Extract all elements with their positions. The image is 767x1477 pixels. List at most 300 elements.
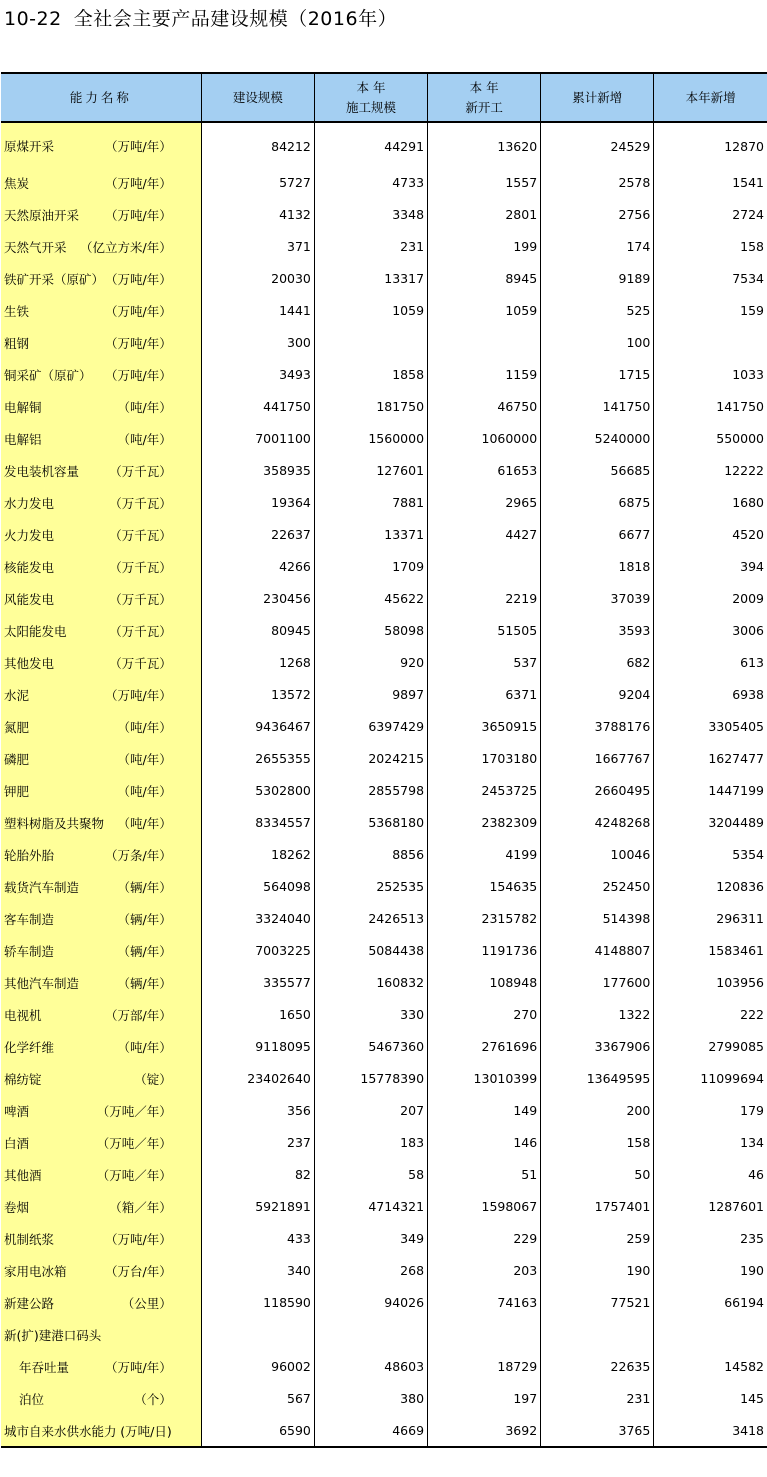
value-cell: 296311 [654, 902, 767, 934]
table-row [1, 198, 767, 230]
value-cell: 118590 [201, 1286, 314, 1318]
value-cell: 3305405 [654, 710, 767, 742]
value-cell: 1447199 [654, 774, 767, 806]
row-label [1, 1190, 201, 1222]
table-row [1, 358, 767, 390]
item-unit: （万吨/年） [105, 1360, 172, 1375]
value-cell: 181750 [314, 390, 427, 422]
value-cell: 6875 [541, 486, 654, 518]
row-label [1, 1126, 201, 1158]
item-unit: （吨/年） [117, 400, 172, 415]
value-cell: 1268 [201, 646, 314, 678]
table-row [1, 518, 767, 550]
table-row [1, 902, 767, 934]
item-name: 载货汽车制造 [4, 880, 80, 895]
value-cell: 441750 [201, 390, 314, 422]
header-construction-in-progress [314, 73, 427, 122]
value-cell: 270 [428, 998, 541, 1030]
value-cell: 207 [314, 1094, 427, 1126]
item-name: 铜采矿（原矿） [4, 368, 92, 383]
value-cell: 6938 [654, 678, 767, 710]
value-cell: 18729 [428, 1350, 541, 1382]
value-cell: 3348 [314, 198, 427, 230]
item-name: 泊位 [19, 1392, 45, 1407]
value-cell: 9118095 [201, 1030, 314, 1062]
row-label [1, 422, 201, 454]
table-title: 全社会主要产品建设规模（2016年） [73, 8, 398, 30]
item-name: 风能发电 [4, 592, 55, 607]
item-name: 发电装机容量 [4, 464, 80, 479]
header-construction-scale: 建设规模 [201, 73, 314, 122]
table-row [1, 1062, 767, 1094]
header-line: 新开工 [465, 99, 503, 115]
item-name: 新(扩)建港口码头 [4, 1328, 102, 1343]
value-cell: 231 [541, 1382, 654, 1414]
item-name: 原煤开采 [4, 139, 55, 154]
header-cumulative-increase: 累计新增 [541, 73, 654, 122]
value-cell [654, 326, 767, 358]
row-label [1, 326, 201, 358]
value-cell: 74163 [428, 1286, 541, 1318]
header-capacity-name: 能力名称 [1, 73, 201, 122]
value-cell: 23402640 [201, 1062, 314, 1094]
value-cell [428, 326, 541, 358]
value-cell: 1033 [654, 358, 767, 390]
value-cell: 8856 [314, 838, 427, 870]
value-cell: 1059 [428, 294, 541, 326]
item-name: 生铁 [4, 304, 30, 319]
table-row [1, 1126, 767, 1158]
row-label [1, 1254, 201, 1286]
value-cell: 237 [201, 1126, 314, 1158]
value-cell: 96002 [201, 1350, 314, 1382]
item-unit: （辆/年） [117, 944, 172, 959]
value-cell: 1709 [314, 550, 427, 582]
value-cell: 44291 [314, 122, 427, 166]
item-name: 钾肥 [4, 784, 30, 799]
value-cell: 1818 [541, 550, 654, 582]
value-cell: 2801 [428, 198, 541, 230]
item-name: 天然气开采 [4, 240, 67, 255]
item-unit: （万千瓦） [109, 592, 172, 607]
value-cell: 1060000 [428, 422, 541, 454]
row-label [1, 1318, 201, 1350]
item-name: 轮胎外胎 [4, 848, 55, 863]
value-cell: 190 [541, 1254, 654, 1286]
value-cell: 9897 [314, 678, 427, 710]
row-label [1, 518, 201, 550]
value-cell: 103956 [654, 966, 767, 998]
value-cell: 22635 [541, 1350, 654, 1382]
table-row [1, 326, 767, 358]
table-row [1, 614, 767, 646]
value-cell: 2009 [654, 582, 767, 614]
value-cell: 56685 [541, 454, 654, 486]
value-cell: 15778390 [314, 1062, 427, 1094]
item-name: 电解铜 [4, 400, 42, 415]
value-cell: 20030 [201, 262, 314, 294]
value-cell: 183 [314, 1126, 427, 1158]
value-cell: 1287601 [654, 1190, 767, 1222]
row-label [1, 1062, 201, 1094]
value-cell: 84212 [201, 122, 314, 166]
value-cell: 231 [314, 230, 427, 262]
value-cell: 197 [428, 1382, 541, 1414]
value-cell: 3324040 [201, 902, 314, 934]
row-label [1, 550, 201, 582]
value-cell: 1627477 [654, 742, 767, 774]
value-cell: 2855798 [314, 774, 427, 806]
table-row [1, 838, 767, 870]
row-label [1, 934, 201, 966]
value-cell: 230456 [201, 582, 314, 614]
item-name: 化学纤维 [4, 1040, 55, 1055]
value-cell: 3493 [201, 358, 314, 390]
value-cell: 51505 [428, 614, 541, 646]
row-label [1, 774, 201, 806]
item-name: 天然原油开采 [4, 208, 80, 223]
table-row [1, 454, 767, 486]
value-cell: 330 [314, 998, 427, 1030]
row-label [1, 122, 201, 166]
value-cell: 1667767 [541, 742, 654, 774]
row-label [1, 358, 201, 390]
value-cell: 5240000 [541, 422, 654, 454]
value-cell: 13649595 [541, 1062, 654, 1094]
value-cell: 199 [428, 230, 541, 262]
value-cell: 24529 [541, 122, 654, 166]
table-row [1, 1222, 767, 1254]
value-cell [428, 550, 541, 582]
value-cell: 349 [314, 1222, 427, 1254]
value-cell: 48603 [314, 1350, 427, 1382]
value-cell: 235 [654, 1222, 767, 1254]
value-cell: 2724 [654, 198, 767, 230]
item-unit: （辆/年） [117, 912, 172, 927]
table-row [1, 966, 767, 998]
value-cell [654, 1318, 767, 1350]
value-cell: 1441 [201, 294, 314, 326]
value-cell: 120836 [654, 870, 767, 902]
value-cell: 37039 [541, 582, 654, 614]
item-name: 铁矿开采（原矿） [4, 272, 105, 287]
value-cell: 356 [201, 1094, 314, 1126]
item-unit: （辆/年） [117, 976, 172, 991]
table-row [1, 122, 767, 166]
value-cell: 1598067 [428, 1190, 541, 1222]
value-cell: 200 [541, 1094, 654, 1126]
row-label [1, 390, 201, 422]
table-row [1, 998, 767, 1030]
header-new-starts [428, 73, 541, 122]
value-cell: 920 [314, 646, 427, 678]
item-unit: （万吨/年） [105, 304, 172, 319]
header-annual-increase: 本年新增 [654, 73, 767, 122]
row-label [1, 966, 201, 998]
value-cell: 6590 [201, 1414, 314, 1447]
item-name: 卷烟 [4, 1200, 30, 1215]
row-label [1, 1350, 201, 1382]
value-cell: 3006 [654, 614, 767, 646]
item-unit: （万吨／年） [96, 1136, 172, 1151]
value-cell: 2578 [541, 166, 654, 198]
value-cell [201, 1318, 314, 1350]
table-row [1, 582, 767, 614]
item-unit: （万千瓦） [109, 624, 172, 639]
value-cell: 300 [201, 326, 314, 358]
row-label [1, 998, 201, 1030]
value-cell: 537 [428, 646, 541, 678]
value-cell: 10046 [541, 838, 654, 870]
value-cell [314, 326, 427, 358]
table-row [1, 870, 767, 902]
item-name: 塑料树脂及共聚物 [4, 816, 105, 831]
item-name: 火力发电 [4, 528, 55, 543]
item-unit: （万吨/年） [105, 272, 172, 287]
item-name: 水力发电 [4, 496, 55, 511]
value-cell: 9204 [541, 678, 654, 710]
row-label [1, 742, 201, 774]
item-name: 其他汽车制造 [4, 976, 80, 991]
value-cell: 134 [654, 1126, 767, 1158]
item-name: 水泥 [4, 688, 30, 703]
value-cell: 7003225 [201, 934, 314, 966]
table-row [1, 1158, 767, 1190]
value-cell: 1560000 [314, 422, 427, 454]
table-row [1, 1350, 767, 1382]
value-cell: 58 [314, 1158, 427, 1190]
value-cell: 3418 [654, 1414, 767, 1447]
value-cell: 6397429 [314, 710, 427, 742]
item-name: 棉纺锭 [4, 1072, 42, 1087]
value-cell: 2756 [541, 198, 654, 230]
value-cell: 159 [654, 294, 767, 326]
item-name: 啤酒 [4, 1104, 30, 1119]
row-label [1, 198, 201, 230]
value-cell: 141750 [654, 390, 767, 422]
value-cell: 2761696 [428, 1030, 541, 1062]
item-unit: （万部/年） [105, 1008, 172, 1023]
value-cell: 190 [654, 1254, 767, 1286]
value-cell: 12222 [654, 454, 767, 486]
value-cell: 4714321 [314, 1190, 427, 1222]
item-unit: （万千瓦） [109, 496, 172, 511]
item-unit: （个） [134, 1392, 172, 1407]
item-name: 机制纸浆 [4, 1232, 55, 1247]
value-cell: 4199 [428, 838, 541, 870]
item-unit: （吨/年） [117, 1040, 172, 1055]
table-row [1, 678, 767, 710]
item-name: 白酒 [4, 1136, 30, 1151]
table-row [1, 934, 767, 966]
value-cell: 1322 [541, 998, 654, 1030]
item-unit: （万吨/年） [105, 139, 172, 154]
item-unit: （吨/年） [117, 816, 172, 831]
item-unit: （万吨/年） [105, 336, 172, 351]
table-number: 10-22 [4, 8, 62, 30]
value-cell: 13620 [428, 122, 541, 166]
item-unit: （辆/年） [117, 880, 172, 895]
value-cell: 8945 [428, 262, 541, 294]
row-label [1, 870, 201, 902]
value-cell: 394 [654, 550, 767, 582]
row-label [1, 486, 201, 518]
row-label [1, 1382, 201, 1414]
value-cell: 7001100 [201, 422, 314, 454]
value-cell: 1650 [201, 998, 314, 1030]
table-row [1, 1318, 767, 1350]
item-unit: （万吨/年） [105, 1232, 172, 1247]
row-label [1, 262, 201, 294]
value-cell: 154635 [428, 870, 541, 902]
item-name: 太阳能发电 [4, 624, 67, 639]
value-cell: 1159 [428, 358, 541, 390]
item-unit: （万吨/年） [105, 368, 172, 383]
value-cell: 149 [428, 1094, 541, 1126]
item-unit: （万吨／年） [96, 1168, 172, 1183]
value-cell: 268 [314, 1254, 427, 1286]
row-label [1, 230, 201, 262]
table-row [1, 390, 767, 422]
value-cell: 13572 [201, 678, 314, 710]
value-cell: 9189 [541, 262, 654, 294]
row-label [1, 1158, 201, 1190]
table-row [1, 710, 767, 742]
table-row [1, 1094, 767, 1126]
value-cell: 3204489 [654, 806, 767, 838]
value-cell: 613 [654, 646, 767, 678]
value-cell: 158 [541, 1126, 654, 1158]
header-line: 施工规模 [345, 99, 396, 115]
value-cell: 252535 [314, 870, 427, 902]
value-cell: 177600 [541, 966, 654, 998]
item-unit: （锭） [134, 1072, 172, 1087]
value-cell: 7534 [654, 262, 767, 294]
table-row [1, 1382, 767, 1414]
value-cell: 2382309 [428, 806, 541, 838]
value-cell: 13317 [314, 262, 427, 294]
item-unit: （吨/年） [117, 432, 172, 447]
row-label [1, 710, 201, 742]
value-cell: 1541 [654, 166, 767, 198]
value-cell: 94026 [314, 1286, 427, 1318]
value-cell: 61653 [428, 454, 541, 486]
value-cell: 100 [541, 326, 654, 358]
value-cell: 5467360 [314, 1030, 427, 1062]
row-label [1, 582, 201, 614]
value-cell: 2219 [428, 582, 541, 614]
row-label [1, 806, 201, 838]
value-cell: 3692 [428, 1414, 541, 1447]
item-name: 轿车制造 [4, 944, 55, 959]
table-row [1, 262, 767, 294]
table-row [1, 422, 767, 454]
item-unit: （万条/年） [105, 848, 172, 863]
value-cell: 1858 [314, 358, 427, 390]
table-row [1, 806, 767, 838]
value-cell: 77521 [541, 1286, 654, 1318]
table-row [1, 1286, 767, 1318]
value-cell: 1557 [428, 166, 541, 198]
value-cell: 145 [654, 1382, 767, 1414]
item-unit: （吨/年） [117, 720, 172, 735]
row-label [1, 166, 201, 198]
value-cell: 2660495 [541, 774, 654, 806]
value-cell: 4520 [654, 518, 767, 550]
item-unit: （万吨/年） [105, 208, 172, 223]
value-cell: 335577 [201, 966, 314, 998]
value-cell: 174 [541, 230, 654, 262]
table-row [1, 1254, 767, 1286]
value-cell: 13010399 [428, 1062, 541, 1094]
item-name: 电视机 [4, 1008, 42, 1023]
value-cell: 179 [654, 1094, 767, 1126]
row-label [1, 1286, 201, 1318]
row-label [1, 454, 201, 486]
value-cell: 3650915 [428, 710, 541, 742]
item-name: 客车制造 [4, 912, 55, 927]
header-line: 本 年 [469, 79, 499, 95]
value-cell: 3765 [541, 1414, 654, 1447]
value-cell: 4148807 [541, 934, 654, 966]
value-cell: 5302800 [201, 774, 314, 806]
value-cell: 50 [541, 1158, 654, 1190]
value-cell: 3593 [541, 614, 654, 646]
value-cell: 433 [201, 1222, 314, 1254]
row-label [1, 678, 201, 710]
value-cell: 525 [541, 294, 654, 326]
row-label [1, 1030, 201, 1062]
row-label [1, 294, 201, 326]
value-cell: 3788176 [541, 710, 654, 742]
value-cell: 514398 [541, 902, 654, 934]
value-cell: 146 [428, 1126, 541, 1158]
value-cell: 5084438 [314, 934, 427, 966]
capacity-table [1, 72, 767, 1448]
value-cell: 46750 [428, 390, 541, 422]
value-cell: 4248268 [541, 806, 654, 838]
value-cell: 564098 [201, 870, 314, 902]
value-cell: 340 [201, 1254, 314, 1286]
item-name: 其他酒 [4, 1168, 42, 1183]
table-row [1, 550, 767, 582]
value-cell: 2799085 [654, 1030, 767, 1062]
table-row [1, 646, 767, 678]
value-cell: 8334557 [201, 806, 314, 838]
value-cell: 2426513 [314, 902, 427, 934]
row-label [1, 646, 201, 678]
value-cell: 5368180 [314, 806, 427, 838]
row-label [1, 1414, 201, 1447]
value-cell: 5354 [654, 838, 767, 870]
value-cell: 380 [314, 1382, 427, 1414]
value-cell: 13371 [314, 518, 427, 550]
item-name: 年吞吐量 [19, 1360, 70, 1375]
value-cell: 22637 [201, 518, 314, 550]
item-name: 城市自来水供水能力 [4, 1424, 117, 1439]
value-cell: 358935 [201, 454, 314, 486]
value-cell: 160832 [314, 966, 427, 998]
value-cell: 45622 [314, 582, 427, 614]
value-cell: 4427 [428, 518, 541, 550]
value-cell: 252450 [541, 870, 654, 902]
value-cell: 229 [428, 1222, 541, 1254]
table-row [1, 1030, 767, 1062]
item-unit: （公里） [121, 1296, 172, 1311]
item-name: 核能发电 [4, 560, 55, 575]
item-name: 焦炭 [4, 176, 30, 191]
value-cell: 4132 [201, 198, 314, 230]
